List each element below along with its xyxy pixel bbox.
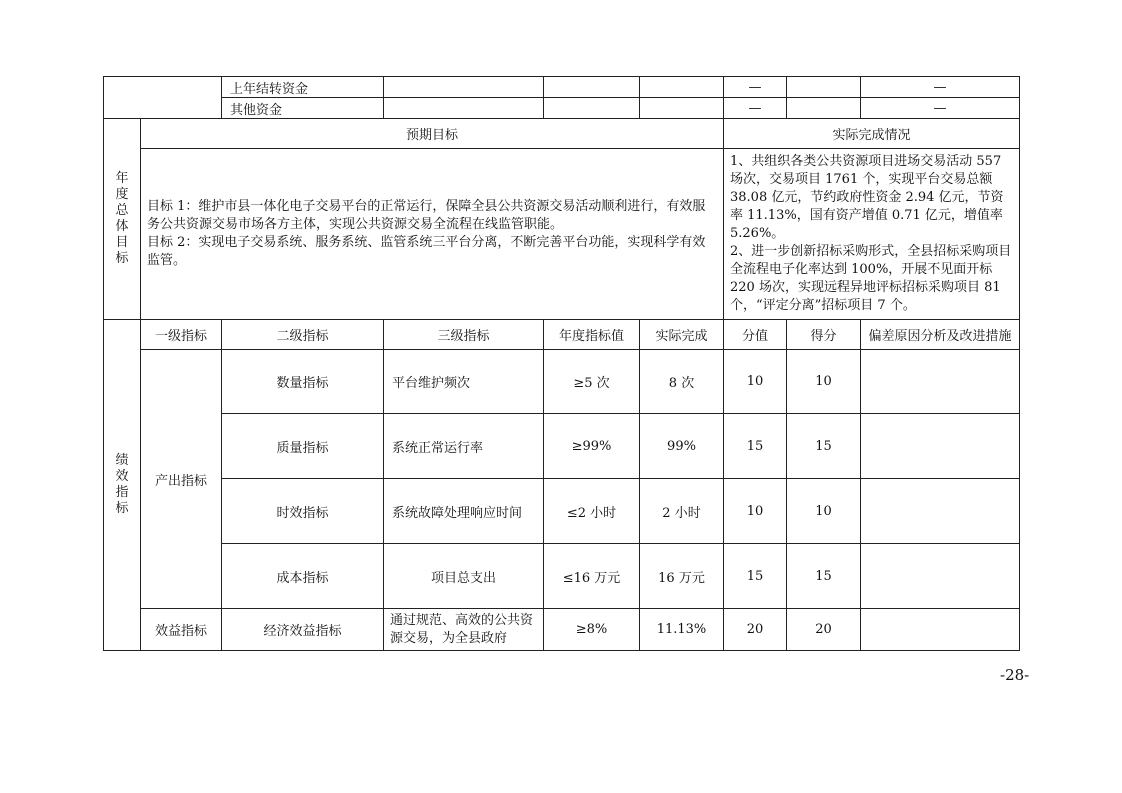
reason-cell	[861, 350, 1020, 414]
header-level3: 三级指标	[384, 320, 544, 350]
page-number: -28-	[1000, 666, 1030, 684]
funding-row	[104, 98, 1020, 119]
target-cell: ≥99%	[544, 414, 640, 479]
target-cell: ≤2 小时	[544, 479, 640, 544]
actual-completion-header: 实际完成情况	[724, 119, 1020, 149]
expected-goal-text: 目标 1：维护市县一体化电子交易平台的正常运行，保障全县公共资源交易活动顺利进行，有效服务公共资源交易市场各方主体，实现公共资源交易全流程在线监管职能。 目标 2：实现电子交易系统、服务系统、监管系统三平台分离，不断完善平台功能，实现科学有效监管。	[141, 149, 724, 320]
performance-table	[103, 76, 1020, 651]
score-cell: 10	[787, 350, 861, 414]
actual-completion-text: 1、共组织各类公共资源项目进场交易活动 557 场次，交易项目 1761 个，实现平台交易总额 38.08 亿元，节约政府性资金 2.94 亿元，节资率 11.13%，国有资产增值 0.71 亿元，增值率 5.26%。 2、进一步创新招标采购形式，全县招标采购项目全流程电子化率达到 100%，开展不见面开标 220 场次，实现远程异地评标招标采购项目 81 个，“评定分离”招标项目 7 个。	[724, 149, 1020, 320]
score-value-cell: 10	[724, 350, 787, 414]
score-value-cell: 15	[724, 544, 787, 609]
reason-cell	[861, 609, 1020, 651]
indicators-side-label: 绩 效 指 标	[104, 320, 141, 651]
header-level2: 二级指标	[222, 320, 384, 350]
score-cell: 15	[787, 544, 861, 609]
score-value-cell: 15	[724, 414, 787, 479]
reason-cell	[861, 479, 1020, 544]
funding-dash: —	[861, 98, 1020, 119]
level1-output: 产出指标	[141, 350, 222, 609]
score-cell: 15	[787, 414, 861, 479]
indicator-row	[104, 479, 1020, 544]
actual-cell: 11.13%	[640, 609, 724, 651]
indicator-row	[104, 350, 1020, 414]
indicator-row	[104, 414, 1020, 479]
score-cell: 20	[787, 609, 861, 651]
indicator-header-row	[104, 320, 1020, 350]
funding-dash: —	[724, 98, 787, 119]
annual-goal-header-row	[104, 119, 1020, 149]
level3-cell: 平台维护频次	[384, 350, 544, 414]
level3-cell: 项目总支出	[384, 544, 544, 609]
header-deviation-reason: 偏差原因分析及改进措施	[861, 320, 1020, 350]
level3-cell: 系统正常运行率	[384, 414, 544, 479]
level2-cell: 质量指标	[222, 414, 384, 479]
annual-goal-side-label: 年 度 总 体 目 标	[104, 119, 141, 320]
reason-cell	[861, 544, 1020, 609]
level2-cell: 成本指标	[222, 544, 384, 609]
expected-goal-header: 预期目标	[141, 119, 724, 149]
funding-row	[104, 77, 1020, 98]
funding-label: 其他资金	[222, 98, 384, 119]
header-actual: 实际完成	[640, 320, 724, 350]
funding-dash: —	[861, 77, 1020, 98]
actual-cell: 99%	[640, 414, 724, 479]
actual-cell: 2 小时	[640, 479, 724, 544]
level2-cell: 时效指标	[222, 479, 384, 544]
score-value-cell: 20	[724, 609, 787, 651]
reason-cell	[861, 414, 1020, 479]
score-cell: 10	[787, 479, 861, 544]
level2-cell: 数量指标	[222, 350, 384, 414]
level2-cell: 经济效益指标	[222, 609, 384, 651]
level3-cell: 通过规范、高效的公共资源交易，为全县政府	[384, 609, 544, 651]
indicator-row	[104, 544, 1020, 609]
funding-blank-cell	[104, 77, 222, 119]
header-score: 得分	[787, 320, 861, 350]
actual-cell: 16 万元	[640, 544, 724, 609]
score-value-cell: 10	[724, 479, 787, 544]
level1-benefit: 效益指标	[141, 609, 222, 651]
annual-goal-content-row	[104, 149, 1020, 320]
funding-dash: —	[724, 77, 787, 98]
header-level1: 一级指标	[141, 320, 222, 350]
funding-label: 上年结转资金	[222, 77, 384, 98]
indicator-row	[104, 609, 1020, 651]
header-score-value: 分值	[724, 320, 787, 350]
level3-cell: 系统故障处理响应时间	[384, 479, 544, 544]
target-cell: ≤16 万元	[544, 544, 640, 609]
actual-cell: 8 次	[640, 350, 724, 414]
target-cell: ≥5 次	[544, 350, 640, 414]
target-cell: ≥8%	[544, 609, 640, 651]
header-annual-target: 年度指标值	[544, 320, 640, 350]
